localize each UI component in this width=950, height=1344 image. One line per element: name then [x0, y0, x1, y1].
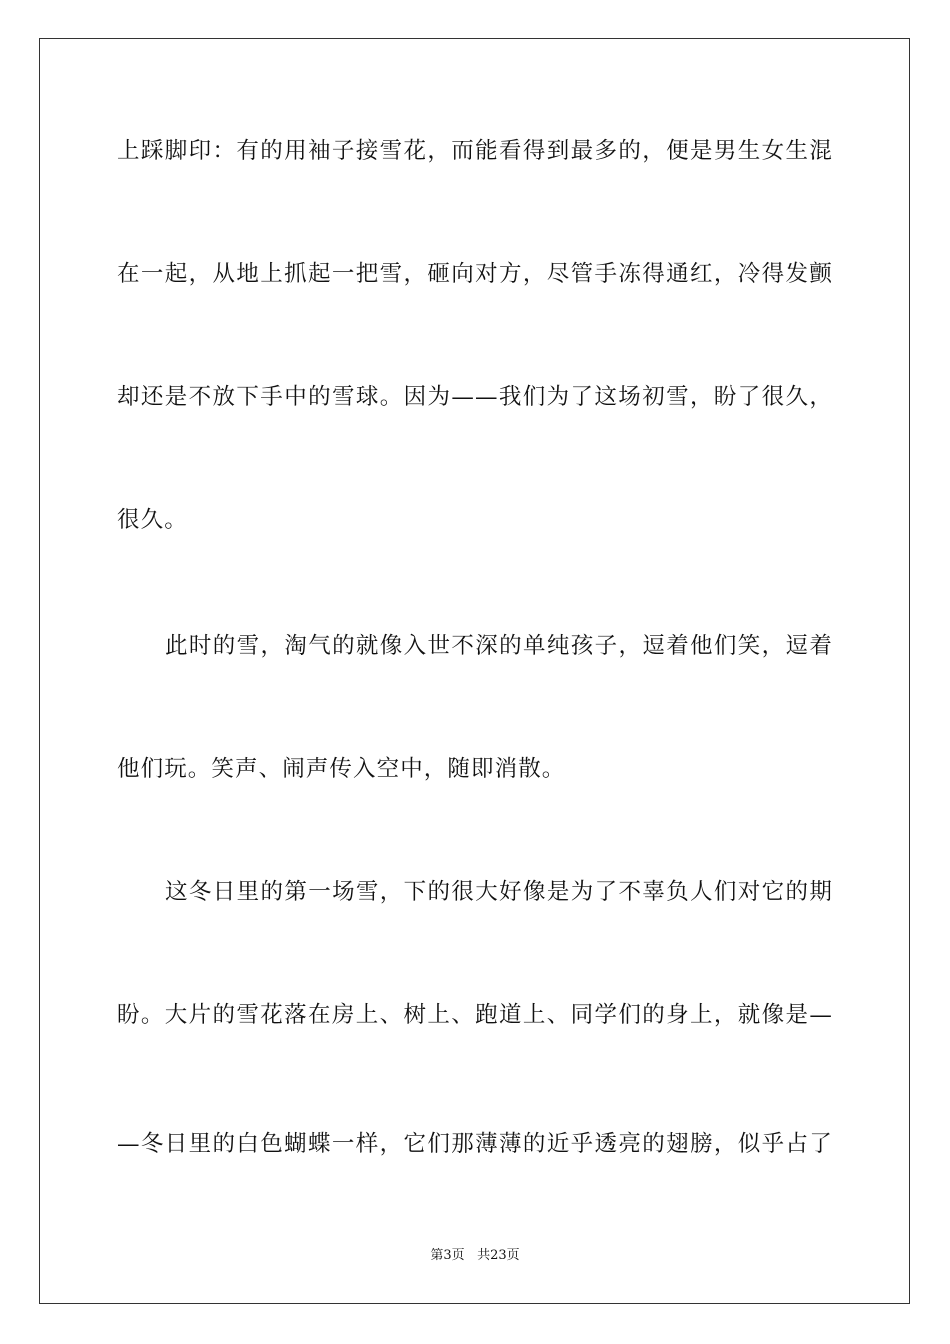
page-number: 第3页 [430, 1248, 465, 1263]
text-line-indented: 这冬日里的第一场雪，下的很大好像是为了不辜负人们对它的期 [165, 879, 833, 905]
text-line-indented: 此时的雪，淘气的就像入世不深的单纯孩子，逗着他们笑，逗着 [165, 633, 833, 659]
page-border [39, 38, 910, 1304]
page-total: 共23页 [477, 1248, 520, 1263]
text-line: 上踩脚印：有的用袖子接雪花，而能看得到最多的，便是男生女生混 [117, 138, 833, 164]
text-line: 他们玩。笑声、闹声传入空中，随即消散。 [117, 756, 566, 782]
text-line: 在一起，从地上抓起一把雪，砸向对方，尽管手冻得通红，冷得发颤 [117, 261, 833, 287]
text-line: 却还是不放下手中的雪球。因为——我们为了这场初雪，盼了很久， [117, 384, 833, 410]
text-line: —冬日里的白色蝴蝶一样，它们那薄薄的近乎透亮的翅膀，似乎占了 [117, 1131, 833, 1157]
page-footer [0, 1247, 950, 1265]
text-line: 很久。 [117, 507, 188, 533]
text-line: 盼。大片的雪花落在房上、树上、跑道上、同学们的身上，就像是— [117, 1002, 833, 1028]
